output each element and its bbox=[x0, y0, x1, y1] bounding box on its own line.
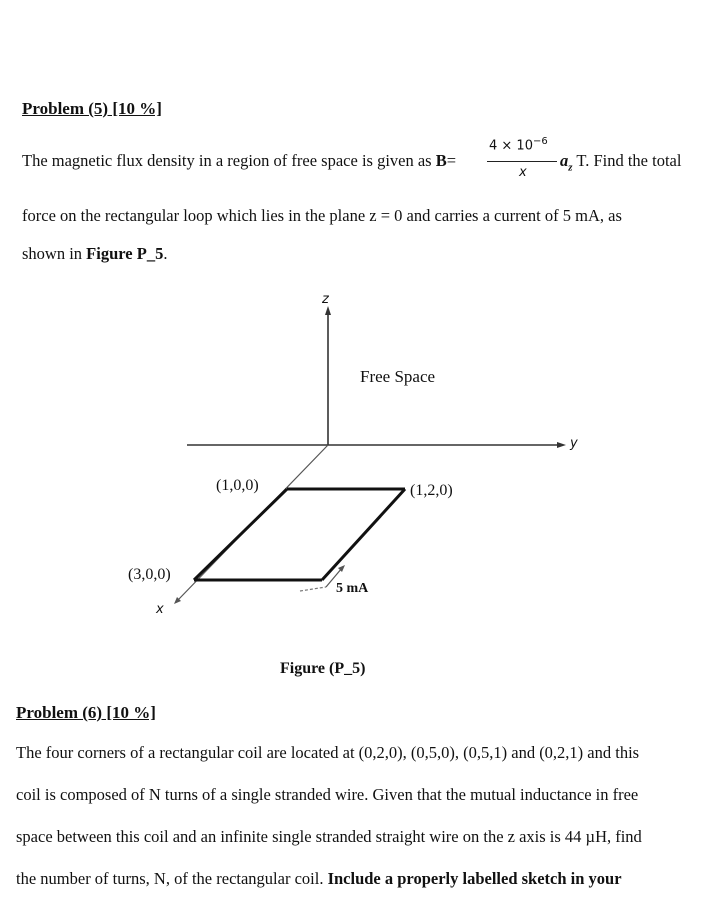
z-axis-arrow bbox=[325, 306, 331, 315]
free-space-label: Free Space bbox=[360, 367, 436, 386]
problem5-line3-post: . bbox=[163, 244, 168, 263]
problem6-line3: space between this coil and an infinite single stranded straight wire on the z axis is 44 µH, find bbox=[16, 827, 642, 846]
loop-edge-left bbox=[194, 489, 287, 580]
fraction-denominator: x bbox=[519, 165, 527, 180]
rectangular-loop bbox=[194, 489, 405, 580]
loop-edge-right bbox=[322, 489, 405, 580]
current-lead bbox=[300, 587, 326, 591]
point-1-2-0: (1,2,0) bbox=[410, 482, 453, 499]
unit-vector-subscript: z bbox=[568, 161, 573, 174]
unit-vector: a bbox=[560, 151, 569, 170]
problem6-line4-bold: Include a properly labelled sketch in your bbox=[327, 869, 622, 888]
x-axis-label: x bbox=[156, 602, 164, 617]
point-3-0-0: (3,0,0) bbox=[128, 566, 171, 583]
problem6-line1: The four corners of a rectangular coil are located at (0,2,0), (0,5,0), (0,5,1) and (0,2,1) and this bbox=[16, 743, 640, 762]
figure-ref: Figure P_5 bbox=[86, 244, 164, 263]
problem6-heading: Problem (6) [10 %] bbox=[16, 703, 156, 722]
problem6-line4 bbox=[16, 871, 622, 888]
fraction-numerator: $4 \times 10^{-6}$ bbox=[489, 136, 548, 154]
fraction-exponent: −6 bbox=[532, 136, 548, 147]
problem5-line2: force on the rectangular loop which lies in the plane z = 0 and carries a current of 5 mA, as bbox=[22, 206, 622, 225]
current-label: 5 mA bbox=[336, 581, 369, 596]
figure-caption: Figure (P_5) bbox=[280, 660, 366, 677]
problem5-line1-text: The magnetic flux density in a region of free space is given as bbox=[22, 151, 436, 170]
problem5-heading: Problem (5) [10 %] bbox=[22, 99, 162, 118]
problem5-line3-pre: shown in bbox=[22, 244, 87, 263]
z-axis-label: z bbox=[322, 292, 329, 307]
y-axis-label: y bbox=[570, 436, 578, 451]
b-symbol: B bbox=[435, 151, 447, 170]
problem5-line1-end: T. Find the total bbox=[572, 151, 682, 170]
problem6-line2: coil is composed of N turns of a single stranded wire. Given that the mutual inductance in free bbox=[16, 785, 639, 804]
equals-sign: = bbox=[446, 151, 457, 170]
problem6-line4-pre: the number of turns, N, of the rectangular coil. bbox=[16, 869, 328, 888]
point-1-0-0: (1,0,0) bbox=[216, 477, 259, 494]
y-axis-arrow bbox=[557, 442, 566, 448]
